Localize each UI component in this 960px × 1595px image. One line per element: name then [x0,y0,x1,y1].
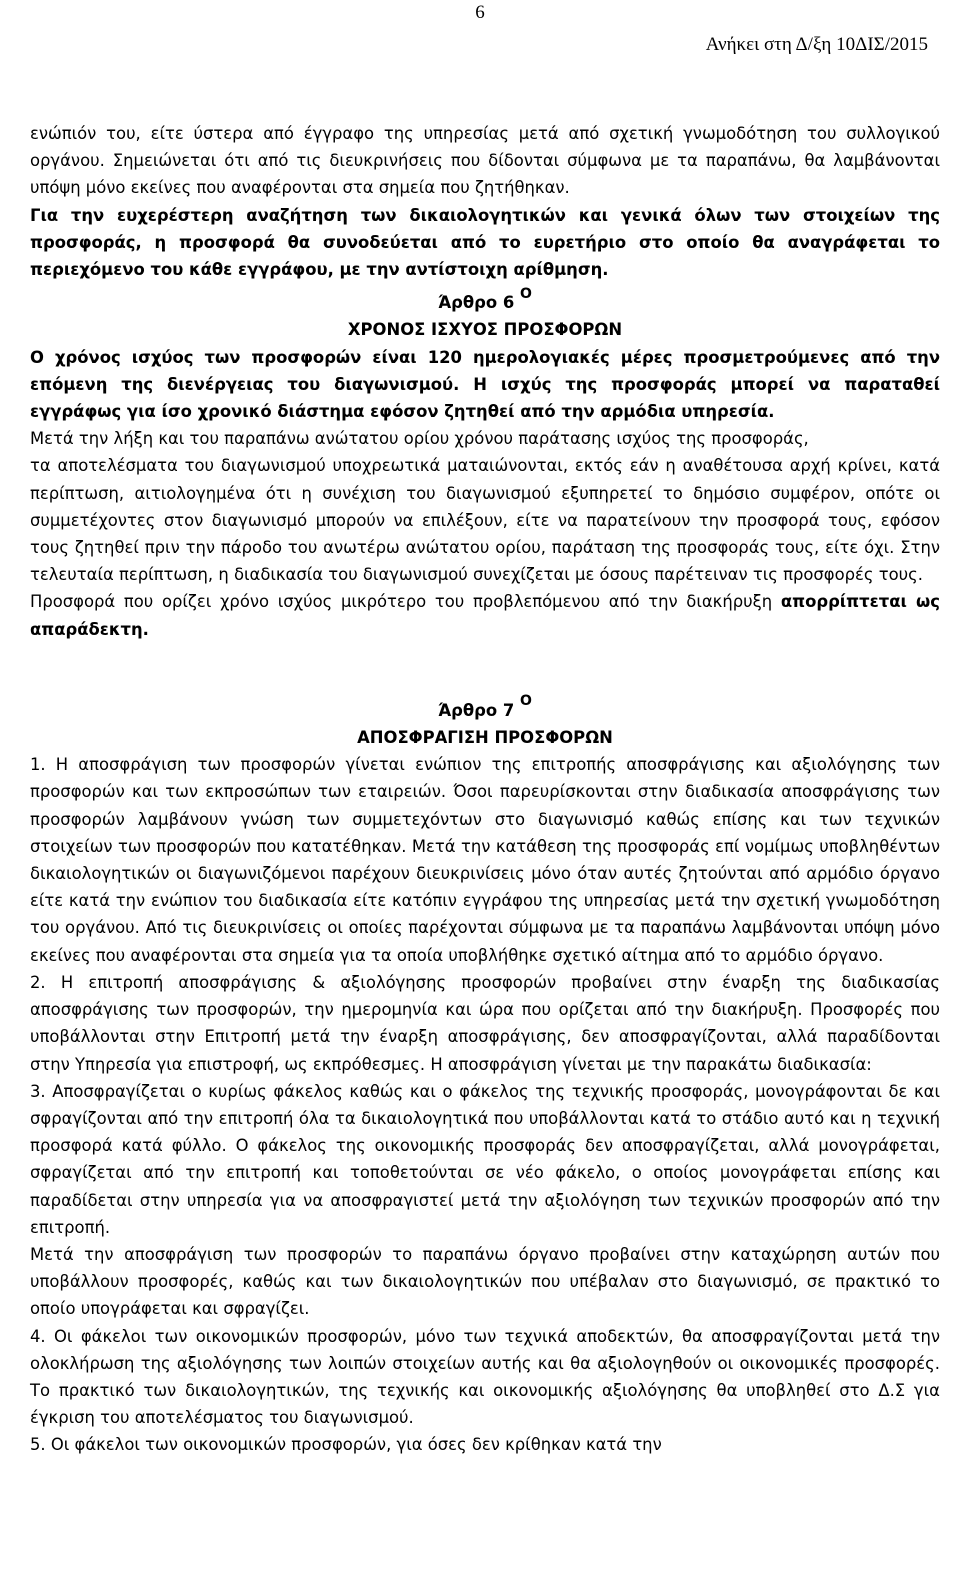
article-7-title: ΑΠΟΣΦΡΑΓΙΣΗ ΠΡΟΣΦΟΡΩΝ [357,728,613,748]
article-6-rejection-bold: απορρίπτεται ως απαράδεκτη. [30,592,940,639]
article-6-heading-sup: Ο [519,285,532,302]
article-7-paragraph-3: 3. Αποσφραγίζεται ο κυρίως φάκελος καθώς και ο φάκελος της τεχνικής προσφοράς, μονογράφονται δε και σφραγίζονται από την επιτροπή όλα τα δικαιολογητικά που υποβάλλονται κατά το στάδιο αυτό και η τεχνική προσφορά κατά φύλλο. Ο φάκελος της οικονομικής προσφοράς δεν αποσφραγίζεται, αλλά μονογράφεται, σφραγίζεται από την επιτροπή και τοποθετούνται σε νέο φάκελο, ο οποίος μονογράφεται επίσης και παραδίδεται στην υπηρεσία για να αποσφραγιστεί μετά την αξιολόγηση των τεχνικών προσφορών από την επιτροπή. [30,1081,940,1237]
article-6-paragraph-validity [30,344,940,426]
article-6-paragraph-expiry-body: τα αποτελέσματα του διαγωνισμού υποχρεωτικά ματαιώνονται, εκτός εάν η αναθέτουσα αρχή κρίνει, κατά περίπτωση, αιτιολογημένα ότι η συνέχιση του διαγωνισμού εξυπηρετεί το δημόσιο συμφέρον, οπότε οι συμμετέχοντες στον διαγωνισμό μπορούν να επιλέξουν, είτε να παρατείνουν την προσφορά τους, εφόσον τους ζητηθεί πριν την πάροδο του ανωτέρω ανώτατου ορίου, παράταση της προσφοράς τους, είτε όχι. Στην τελευταία περίπτωση, η διαδικασία του διαγωνισμού συνεχίζεται με όσους παρέτειναν τις προσφορές τους. [30,456,940,585]
paragraph-index-requirement: Για την ευχερέστερη αναζήτηση των δικαιολογητικών και γενικά όλων των στοιχείων της προσφοράς, η προσφορά θα συνοδεύεται από το ευρετήριο στο οποίο θα αναγράφεται το περιεχόμενο του κάθε εγγράφου, με την αντίστοιχη αρίθμηση. [30,205,940,280]
article-6-paragraph-rejection [30,588,940,642]
document-body [30,120,940,1459]
article-6-paragraph-expiry-lead: Μετά την λήξη και του παραπάνω ανώτατου ορίου χρόνου παράτασης ισχύος της προσφοράς, [30,429,809,449]
article-7-paragraph-2: 2. Η επιτροπή αποσφράγισης & αξιολόγησης προσφορών προβαίνει στην έναρξη της διαδικασίας αποσφράγισης των προσφορών, την ημερομηνία και ώρα που ορίζεται από την διακήρυξη. Προσφορές που υποβάλλονται στην Επιτροπή μετά την έναρξη αποσφράγισης, δεν αποσφραγίζονται, αλλά παραδίδονται στην Υπηρεσία για επιστροφή, ως εκπρόθεσμες. Η αποσφράγιση γίνεται με την παρακάτω διαδικασία: [30,972,940,1074]
article-7-paragraph-5: 5. Οι φάκελοι των οικονομικών προσφορών, για όσες δεν κρίθηκαν κατά την [30,1435,662,1455]
article-7-paragraph-1: 1. Η αποσφράγιση των προσφορών γίνεται ενώπιον της επιτροπής αποσφράγισης και αξιολόγησης των προσφορών και των εκπροσώπων των εταιρειών. Όσοι παρευρίσκονται στην διαδικασία αποσφράγισης των προσφορών λαμβάνουν γνώση των συμμετεχόντων στο διαγωνισμό καθώς επίσης και των τεχνικών στοιχείων των προσφορών που κατατέθηκαν. Μετά την κατάθεση της προσφοράς επί νομίμως υποβληθέντων δικαιολογητικών οι διαγωνιζόμενοι παρέχουν διευκρινίσεις μόνο όταν αυτές ζητούνται από αρμόδιο όργανο είτε κατά την ενώπιον του διαδικασία είτε κατόπιν εγγράφου της υπηρεσίας μετά την σχετική γνωμοδότηση του οργάνου. Από τις διευκρινίσεις οι οποίες παρέχονται σύμφωνα με τα παραπάνω λαμβάνονται υπόψη μόνο εκείνες που αναφέρονται στα σημεία για τα οποία υποβλήθηκε σχετικό αίτημα από το αρμόδιο όργανο. [30,755,940,965]
article-7-heading-sup: Ο [519,693,532,710]
article-6-title: ΧΡΟΝΟΣ ΙΣΧΥΟΣ ΠΡΟΣΦΟΡΩΝ [347,320,623,340]
article-7-heading [30,693,940,724]
article-6-validity-period: Ο χρόνος ισχύος των προσφορών είναι 120 ημερολογιακές μέρες προσμετρούμενες από την επόμενη της διενέργειας του διαγωνισμού. [30,347,940,394]
article-6-heading [30,285,940,316]
article-7-heading-text: Άρθρο 7 [438,700,515,720]
page-number: 6 [475,2,485,23]
article-6-rejection-text: Προσφορά που ορίζει χρόνο ισχύος μικρότερο του προβλεπόμενου από την διακήρυξη [30,592,781,612]
article-7-paragraph-4: 4. Οι φάκελοι των οικονομικών προσφορών, μόνο των τεχνικά αποδεκτών, θα αποσφραγίζονται μετά την ολοκλήρωση της αξιολόγησης των λοιπών στοιχείων αυτής και θα αξιολογηθούν οι οικονομικές προσφορές. Το πρακτικό των δικαιολογητικών, της τεχνικής και οικονομικής αξιολόγησης θα υποβληθεί στο Δ.Σ για έγκριση του αποτελέσματος του διαγωνισμού. [30,1326,940,1428]
article-7-paragraph-3b: Μετά την αποσφράγιση των προσφορών το παραπάνω όργανο προβαίνει στην καταχώρηση αυτών που υποβάλλουν προσφορές, καθώς και των δικαιολογητικών που υπέβαλαν στο διαγωνισμό, σε πρακτικό το οποίο υπογράφεται και σφραγίζει. [30,1244,940,1319]
header-reference-note: Ανήκει στη Δ/ξη 10ΔΙΣ/2015 [705,34,928,55]
article-6-validity-extension: Η ισχύς της προσφοράς μπορεί να παραταθεί εγγράφως για ίσο χρονικό διάστημα εφόσον ζητηθεί από την αρμόδια υπηρεσία. [30,374,940,422]
paragraph-intro-continuation: ενώπιόν του, είτε ύστερα από έγγραφο της υπηρεσίας μετά από σχετική γνωμοδότηση του συλλογικού οργάνου. Σημειώνεται ότι από τις διευκρινήσεις που δίδονται σύμφωνα με τα παραπάνω, θα λαμβάνονται υπόψη μόνο εκείνες που αναφέρονται στα σημεία που ζητήθηκαν. [30,124,940,198]
article-6-heading-text: Άρθρο 6 [438,293,515,313]
